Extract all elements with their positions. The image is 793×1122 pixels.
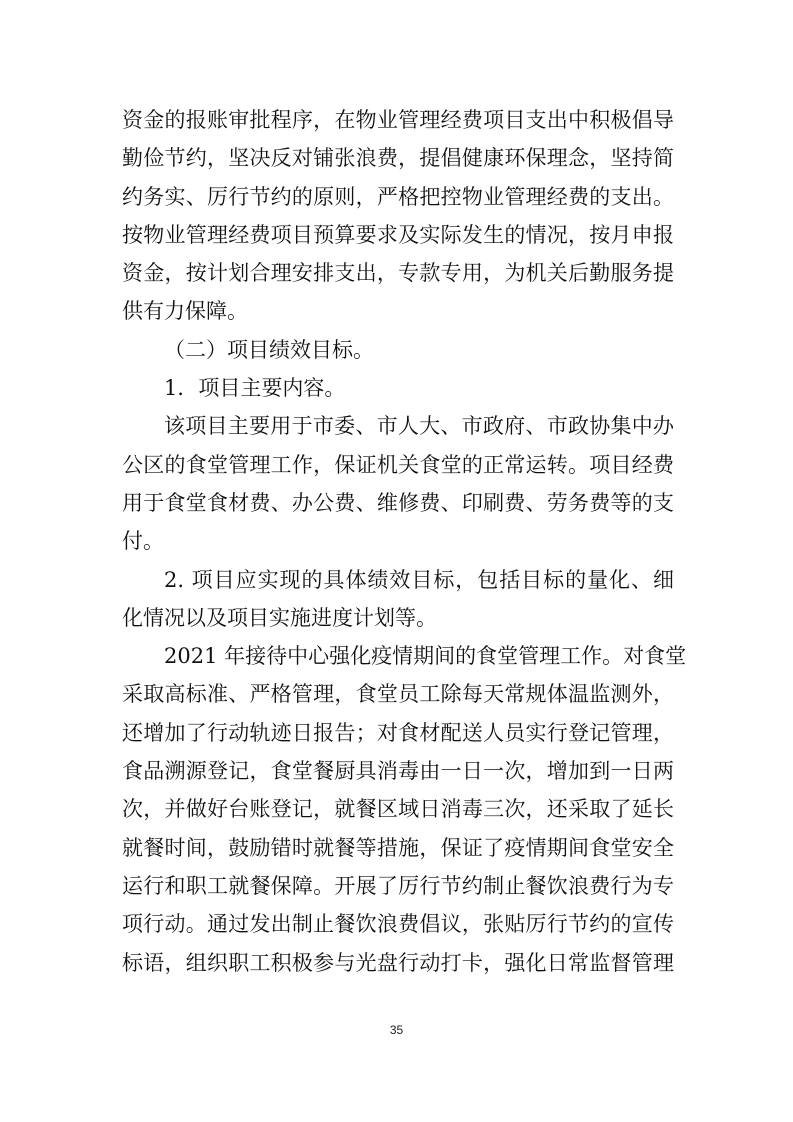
text-line: 项行动。通过发出制止餐饮浪费倡议，张贴厉行节约的宣传 — [122, 912, 674, 937]
text-line: 就餐时间，鼓励错时就餐等措施，保证了疫情期间食堂安全 — [122, 835, 674, 860]
text-line: 约务实、厉行节约的原则，严格把控物业管理经费的支出。 — [122, 184, 674, 209]
text-line: 化情况以及项目实施进度计划等。 — [122, 605, 437, 630]
text-line: 食品溯源登记，食堂餐厨具消毒由一日一次，增加到一日两 — [122, 759, 674, 784]
text-line: 2021 年接待中心强化疫情期间的食堂管理工作。对食堂 — [164, 644, 687, 669]
text-line: 还增加了行动轨迹日报告；对食材配送人员实行登记管理， — [122, 720, 674, 745]
subsection-heading: 2. 项目应实现的具体绩效目标，包括目标的量化、细 — [164, 567, 674, 592]
text-line: 按物业管理经费项目预算要求及实际发生的情况，按月申报 — [122, 222, 674, 247]
text-line: 该项目主要用于市委、市人大、市政府、市政协集中办 — [164, 414, 674, 439]
text-line: 供有力保障。 — [122, 299, 248, 324]
page-number: 35 — [389, 1023, 404, 1037]
text-line: 勤俭节约，坚决反对铺张浪费，提倡健康环保理念，坚持简 — [122, 146, 674, 171]
text-line: 资金，按计划合理安排支出，专款专用，为机关后勤服务提 — [122, 261, 674, 286]
text-line: 采取高标准、严格管理，食堂员工除每天常规体温监测外， — [122, 682, 674, 707]
subsection-heading: 1．项目主要内容。 — [164, 376, 346, 401]
text-line: 资金的报账审批程序，在物业管理经费项目支出中积极倡导 — [122, 108, 674, 132]
body-text — [122, 101, 687, 982]
text-line: 运行和职工就餐保障。开展了厉行节约制止餐饮浪费行为专 — [122, 873, 674, 898]
text-line: 次，并做好台账登记，就餐区域日消毒三次，还采取了延长 — [122, 797, 674, 822]
text-line: 用于食堂食材费、办公费、维修费、印刷费、劳务费等的支 — [122, 490, 674, 515]
section-heading: （二）项目绩效目标。 — [164, 337, 374, 362]
text-line: 标语，组织职工积极参与光盘行动打卡，强化日常监督管理 — [122, 950, 674, 975]
text-line: 付。 — [122, 529, 164, 554]
text-line: 公区的食堂管理工作，保证机关食堂的正常运转。项目经费 — [122, 452, 674, 477]
